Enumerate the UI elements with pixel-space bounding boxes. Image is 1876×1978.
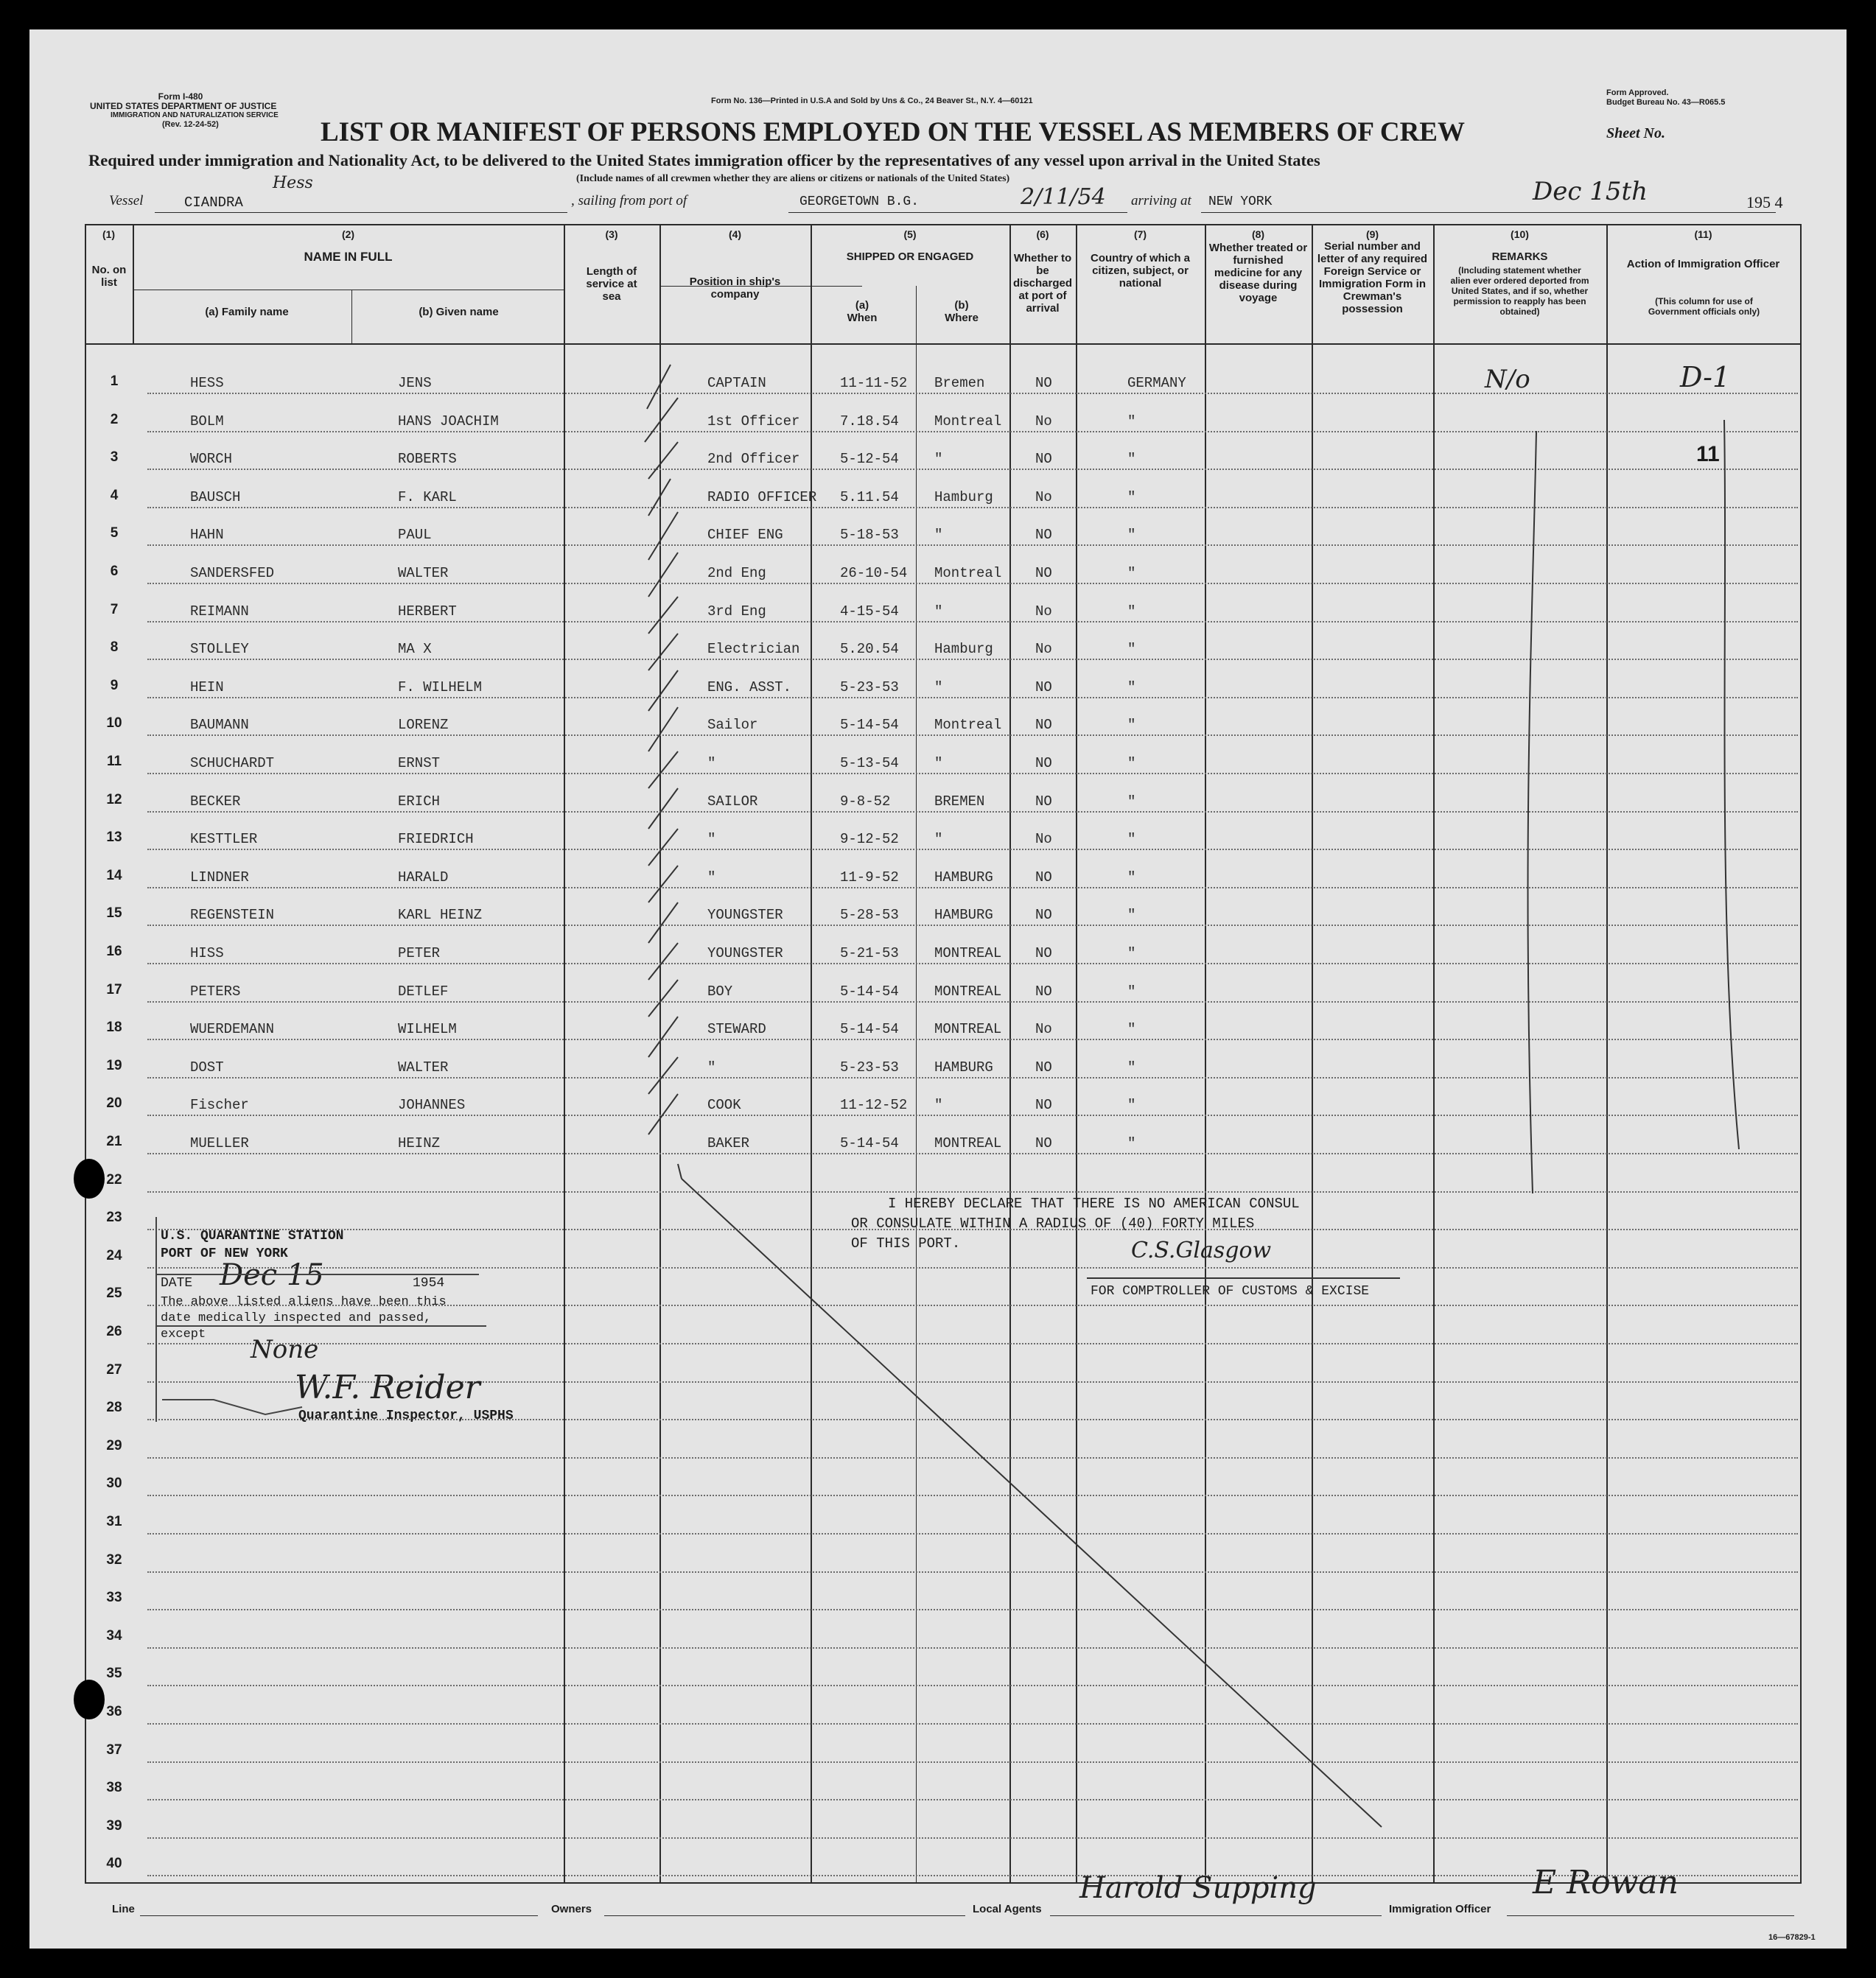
col-num-5: (5) [903,228,917,240]
cell-given: ROBERTS [398,451,457,468]
cell-where: " [934,678,943,695]
cell-family: BAUMANN [190,717,249,734]
immigration-officer-signature: E Rowan [1533,1864,1679,1901]
cell-where: HAMBURG [934,1059,993,1076]
cell-disch: NO [1035,755,1052,771]
col-head-family: (a) Family name [205,306,289,318]
cell-country: " [1127,869,1136,885]
cell-given: HEINZ [398,1135,441,1151]
sailing-date: 2/11/54 [1021,184,1106,210]
cell-where: MONTREAL [934,1021,1002,1038]
form-number: Form I-480 [158,91,203,102]
row-number: 2 [110,411,119,427]
cell-when: 5-21-53 [840,945,899,961]
cell-where: " [934,831,943,848]
cell-disch: No [1035,641,1052,658]
manifest-sheet [29,29,1847,1949]
quarantine-date-label: DATE [161,1276,193,1291]
cell-given: WALTER [398,565,449,581]
cell-family: PETERS [190,983,241,1000]
cell-when: 5-12-54 [840,451,899,468]
cell-where: MONTREAL [934,983,1002,1000]
cell-given: F. KARL [398,488,457,505]
cell-country: " [1127,565,1136,581]
cell-position: SAILOR [707,793,758,810]
cell-when: 11-9-52 [840,869,899,885]
cell-country: " [1127,831,1136,848]
cell-disch: NO [1035,983,1052,1000]
col-head-when: (a) When [847,299,878,324]
cell-when: 5-13-54 [840,755,899,771]
cell-family: BECKER [190,793,241,810]
cell-disch: NO [1035,1135,1052,1151]
cell-given: PETER [398,945,441,961]
cell-country: " [1127,1097,1136,1114]
row-number: 8 [110,639,119,656]
department-line-2: IMMIGRATION AND NATURALIZATION SERVICE [111,111,279,119]
revision-date: (Rev. 12-24-52) [162,120,219,129]
cell-disch: No [1035,603,1052,620]
cell-given: F. WILHELM [398,678,483,695]
col-head-no: No. on list [91,264,127,289]
cell-when: 9-12-52 [840,831,899,848]
row-number: 7 [110,601,119,617]
cell-position: ENG. ASST. [707,678,792,695]
col-head-discharged: Whether to be discharged at port of arrival [1012,252,1073,315]
cell-family: HISS [190,945,224,961]
cell-where: Montreal [934,565,1002,581]
col-num-6: (6) [1036,228,1049,240]
cell-country: " [1127,451,1136,468]
budget-bureau: Budget Bureau No. 43—R065.5 [1606,98,1726,107]
row-number: 28 [106,1400,122,1416]
row-number: 39 [106,1817,122,1834]
printer-line: Form No. 136—Printed in U.S.A and Sold by Uns & Co., 24 Beaver St., N.Y. 4—60121 [711,97,1033,105]
cell-country: " [1127,755,1136,771]
cell-disch: NO [1035,527,1052,544]
cell-country: GERMANY [1127,375,1186,391]
cell-when: 4-15-54 [840,603,899,620]
remarks-hand-note: N/o [1485,365,1530,394]
cell-where: BREMEN [934,793,985,810]
col-head-medicine: Whether treated or furnished medicine for any disease during voyage [1208,242,1308,304]
cell-when: 5-14-54 [840,1135,899,1151]
cell-country: " [1127,488,1136,505]
declaration-line-1: I HEREBY DECLARE THAT THERE IS NO AMERICAN CONSUL [888,1196,1300,1212]
cell-given: ERICH [398,793,441,810]
sheet-number-label: Sheet No. [1606,125,1665,141]
cell-when: 5-18-53 [840,527,899,544]
cell-family: STOLLEY [190,641,249,658]
arriving-port: NEW YORK [1208,194,1273,209]
cell-position: 2nd Eng [707,565,766,581]
row-number: 14 [106,867,122,883]
cell-position: " [707,869,716,885]
cell-where: HAMBURG [934,907,993,924]
form-approved: Form Approved. [1606,88,1669,97]
cell-when: 5.20.54 [840,641,899,658]
form-title: LIST OR MANIFEST OF PERSONS EMPLOYED ON THE VESSEL AS MEMBERS OF CREW [321,117,1465,147]
cell-country: " [1127,793,1136,810]
row-number: 3 [110,449,119,466]
row-number: 19 [106,1057,122,1073]
punch-hole-1 [74,1159,105,1199]
row-number: 25 [106,1286,122,1302]
row-number: 23 [106,1210,122,1226]
action-hand-note: D-1 [1680,361,1731,393]
cell-position: YOUNGSTER [707,907,783,924]
cell-disch: No [1035,413,1052,429]
cell-family: HAHN [190,527,224,544]
cell-where: " [934,755,943,771]
cell-given: HANS JOACHIM [398,413,499,429]
sailing-label: , sailing from port of [571,193,687,208]
cell-given: PAUL [398,527,432,544]
customs-signature: C.S.Glasgow [1131,1238,1272,1263]
cell-disch: NO [1035,451,1052,468]
col-head-country: Country of which a citizen, subject, or national [1091,252,1190,290]
cell-position: " [707,755,716,771]
cell-family: HEIN [190,678,224,695]
cell-given: ERNST [398,755,441,771]
cell-disch: NO [1035,793,1052,810]
cell-disch: No [1035,1021,1052,1038]
cell-position: BAKER [707,1135,750,1151]
cell-when: 5-14-54 [840,717,899,734]
col-head-length: Length of service at sea [586,265,637,303]
col-head-remarks-note: (Including statement whether alien ever ordered deported from United States, and if so, whether permission to reapply has been obtained) [1450,265,1589,317]
cell-disch: NO [1035,717,1052,734]
cell-family: WORCH [190,451,233,468]
ink-strokes [29,29,1847,1949]
row-number: 11 [106,754,122,769]
cell-when: 11-12-52 [840,1097,908,1114]
cell-position: RADIO OFFICER [707,488,817,505]
cell-given: FRIEDRICH [398,831,474,848]
col-num-1: (1) [102,228,116,240]
cell-position: Electrician [707,641,800,658]
cell-when: 5-23-53 [840,678,899,695]
col-num-9: (9) [1365,228,1379,240]
cell-given: WILHELM [398,1021,457,1038]
cell-where: Hamburg [934,641,993,658]
col-head-where: (b) Where [945,299,979,324]
cell-position: 2nd Officer [707,451,800,468]
local-agents-signature: Harold Supping [1079,1871,1317,1905]
cell-disch: NO [1035,375,1052,391]
cell-when: 7.18.54 [840,413,899,429]
cell-where: Montreal [934,717,1002,734]
cell-where: MONTREAL [934,945,1002,961]
declaration-line-2: OR CONSULATE WITHIN A RADIUS OF (40) FORTY MILES [851,1216,1255,1232]
cell-position: CAPTAIN [707,375,766,391]
col-head-given: (b) Given name [419,306,499,318]
cell-given: KARL HEINZ [398,907,483,924]
cell-family: REGENSTEIN [190,907,275,924]
row-number: 35 [106,1666,122,1682]
arriving-label: arriving at [1131,193,1191,208]
col-num-4: (4) [728,228,742,240]
row-number: 36 [106,1704,122,1719]
row-number: 18 [106,1020,122,1036]
row-number: 5 [110,525,119,541]
footer-form-code: 16—67829-1 [1768,1933,1816,1942]
cell-position: 3rd Eng [707,603,766,620]
cell-family: REIMANN [190,603,249,620]
col-head-action: Action of Immigration Officer [1626,258,1780,270]
cell-given: HARALD [398,869,449,885]
action-hand-note-2: 11 [1696,442,1720,466]
cell-given: JOHANNES [398,1097,466,1114]
cell-country: " [1127,1059,1136,1076]
cell-disch: No [1035,488,1052,505]
cell-family: KESTTLER [190,831,258,848]
cell-where: " [934,603,943,620]
customs-caption: FOR COMPTROLLER OF CUSTOMS & EXCISE [1091,1284,1370,1299]
col-num-10: (10) [1511,228,1529,240]
cell-where: " [934,1097,943,1114]
cell-given: JENS [398,375,432,391]
row-number: 15 [106,905,122,922]
cell-position: YOUNGSTER [707,945,783,961]
quarantine-text-1: The above listed aliens have been this [161,1295,447,1309]
row-number: 31 [106,1514,122,1529]
cell-when: 5-23-53 [840,1059,899,1076]
cell-country: " [1127,413,1136,429]
quarantine-date: Dec 15 [220,1258,324,1292]
cell-disch: NO [1035,1097,1052,1114]
cell-family: BOLM [190,413,224,429]
cell-country: " [1127,907,1136,924]
footer-line-label: Line [112,1903,135,1915]
cell-when: 5-14-54 [840,983,899,1000]
row-number: 40 [106,1856,122,1872]
cell-country: " [1127,983,1136,1000]
department-line-1: UNITED STATES DEPARTMENT OF JUSTICE [90,101,277,111]
cell-position: " [707,1059,716,1076]
col-head-position: Position in ship's company [689,276,781,301]
col-head-name: NAME IN FULL [304,250,393,264]
cell-country: " [1127,603,1136,620]
cell-disch: NO [1035,907,1052,924]
cell-where: HAMBURG [934,869,993,885]
quarantine-except: None [251,1335,319,1364]
cell-country: " [1127,1135,1136,1151]
footer-agents-label: Local Agents [973,1903,1042,1915]
vessel-hand-note: Hess [273,174,313,192]
sailing-port: GEORGETOWN B.G. [799,194,920,209]
quarantine-signature: W.F. Reider [295,1369,480,1406]
col-head-action-note: (This column for use of Government officials only) [1648,296,1760,317]
row-number: 16 [106,944,122,959]
cell-given: WALTER [398,1059,449,1076]
quarantine-station: U.S. QUARANTINE STATION [161,1229,344,1244]
cell-given: MA X [398,641,432,658]
cell-disch: NO [1035,565,1052,581]
quarantine-year: 1954 [413,1276,445,1291]
row-number: 6 [110,564,119,579]
cell-where: Hamburg [934,488,993,505]
cell-given: DETLEF [398,983,449,1000]
cell-disch: NO [1035,945,1052,961]
cell-country: " [1127,641,1136,658]
declaration-line-3: OF THIS PORT. [851,1235,961,1252]
cell-country: " [1127,945,1136,961]
cell-given: HERBERT [398,603,457,620]
col-head-serial: Serial number and letter of any required Foreign Service or Immigration Form in Crewman's possession [1317,240,1428,315]
form-subtitle: Required under immigration and Nationality Act, to be delivered to the United States immigration officer by the representatives of any vessel upon arrival in the United States [88,151,1320,169]
vessel-name: CIANDRA [184,194,243,211]
row-number: 10 [106,715,122,732]
row-number: 30 [106,1476,122,1492]
col-num-2: (2) [341,228,355,240]
cell-when: 26-10-54 [840,565,908,581]
cell-given: LORENZ [398,717,449,734]
cell-disch: NO [1035,678,1052,695]
row-number: 9 [110,677,119,693]
cell-disch: NO [1035,1059,1052,1076]
col-num-7: (7) [1133,228,1147,240]
row-number: 1 [110,373,119,389]
row-number: 32 [106,1551,122,1568]
quarantine-port: PORT OF NEW YORK [161,1246,288,1261]
quarantine-inspector: Quarantine Inspector, USPHS [298,1409,514,1423]
row-number: 29 [106,1437,122,1453]
col-num-3: (3) [605,228,618,240]
arrival-date: Dec 15th [1533,177,1648,206]
cell-position: " [707,831,716,848]
row-number: 13 [106,830,122,846]
cell-when: 9-8-52 [840,793,891,810]
cell-family: WUERDEMANN [190,1021,275,1038]
cell-disch: No [1035,831,1052,848]
cell-when: 5-14-54 [840,1021,899,1038]
row-number: 22 [106,1171,122,1188]
quarantine-border [155,1216,597,1437]
row-number: 27 [106,1361,122,1378]
cell-family: SANDERSFED [190,565,275,581]
cell-disch: NO [1035,869,1052,885]
cell-when: 11-11-52 [840,375,908,391]
cell-country: " [1127,717,1136,734]
cell-position: Sailor [707,717,758,734]
cell-when: 5-28-53 [840,907,899,924]
quarantine-text-3: except [161,1328,206,1342]
row-number: 21 [106,1134,122,1149]
cell-family: MUELLER [190,1135,249,1151]
cell-position: COOK [707,1097,741,1114]
cell-position: 1st Officer [707,413,800,429]
row-number: 17 [106,981,122,997]
cell-where: Montreal [934,413,1002,429]
col-num-8: (8) [1251,228,1265,240]
footer-officer-label: Immigration Officer [1389,1903,1491,1915]
row-number: 24 [106,1247,122,1263]
form-note: (Include names of all crewmen whether they are aliens or citizens or nationals of the United States) [576,173,1010,184]
row-number: 37 [106,1742,122,1758]
row-number: 20 [106,1095,122,1112]
col-head-remarks: REMARKS [1491,250,1548,263]
cell-family: Fischer [190,1097,249,1114]
cell-country: " [1127,678,1136,695]
cell-family: DOST [190,1059,224,1076]
cell-country: " [1127,1021,1136,1038]
row-number: 33 [106,1590,122,1606]
cell-family: HESS [190,375,224,391]
col-head-shipped: SHIPPED OR ENGAGED [846,250,974,263]
cell-where: Bremen [934,375,985,391]
footer-owners-label: Owners [551,1903,592,1915]
cell-position: STEWARD [707,1021,766,1038]
cell-where: " [934,451,943,468]
col-num-11: (11) [1694,228,1712,240]
cell-when: 5.11.54 [840,488,899,505]
cell-where: " [934,527,943,544]
row-number: 38 [106,1780,122,1796]
cell-position: CHIEF ENG [707,527,783,544]
row-number: 12 [106,791,122,807]
row-number: 34 [106,1627,122,1644]
quarantine-text-2: date medically inspected and passed, [161,1311,432,1325]
cell-family: BAUSCH [190,488,241,505]
cell-where: MONTREAL [934,1135,1002,1151]
cell-position: BOY [707,983,733,1000]
cell-country: " [1127,527,1136,544]
row-number: 26 [106,1324,122,1339]
cell-family: SCHUCHARDT [190,755,275,771]
cell-family: LINDNER [190,869,249,885]
punch-hole-2 [74,1680,105,1719]
arrival-year: 195 4 [1746,193,1783,211]
vessel-label: Vessel [109,193,144,208]
row-number: 4 [110,487,119,503]
